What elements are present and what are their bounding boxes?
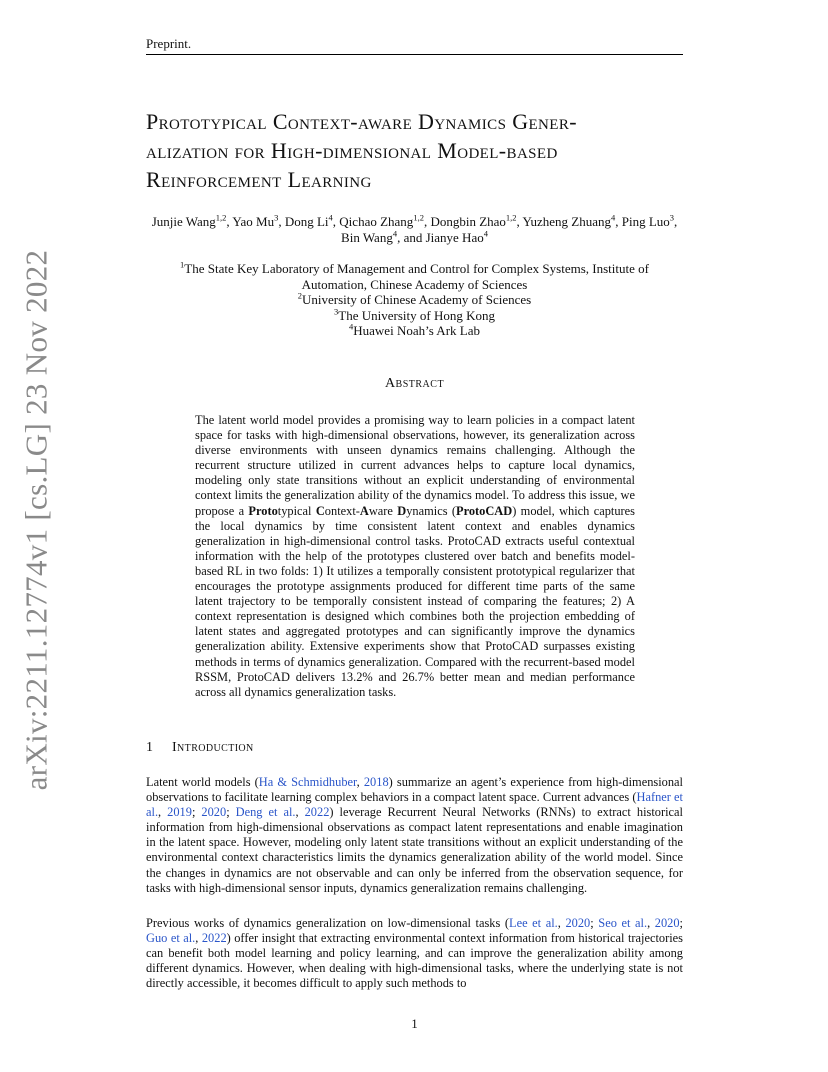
author-name: , Yuzheng Zhuang (516, 214, 611, 229)
body-run: ) leverage Recurrent Neural Networks (RNNs) to extract historical information from high-dimensional observations as compact latent representations and enable imagination in the latent space. However, modeling only latent state transitions without an explicit understanding of the environmental context characteristics limits the dynamics generalization ability of the world model. Since the changes in dynamics are not observable and can only be inferred from the observation sequence, for tasks with high-dimensional sensor inputs, dynamics generalization remains challenging. (146, 805, 683, 895)
author-affiliation-mark: 1,2 (413, 212, 424, 223)
abstract-run: ware (368, 503, 398, 518)
section-title: Introduction (172, 740, 254, 755)
citation-link[interactable]: Ha & Schmidhuber (258, 775, 357, 789)
title-line-2: alization for High-dimensional Model-based (146, 138, 558, 163)
author-name: , Bin Wang (341, 214, 678, 245)
arxiv-identifier: arXiv:2211.12774v1 [cs.LG] 23 Nov 2022 (18, 249, 53, 791)
author-name: , and Jianye Hao (397, 230, 484, 245)
body-run: ) offer insight that extracting environmental context information from historical trajectories can benefit both model learning and policy learning, and can improve the generalization ability among different dynamics. However, when dealing with high-dimensional tasks, where the underlying state is not directly accessible, it becomes difficult to apply such methods to (146, 931, 683, 991)
body-run: ; (191, 805, 202, 820)
body-run: Previous works of dynamics generalization on low-dimensional tasks ( (146, 916, 510, 930)
citation-link[interactable]: 2019 (167, 805, 192, 820)
author-affiliation-mark: 4 (392, 228, 398, 239)
abstract-run: ontext- (324, 503, 360, 518)
body-run: , (158, 805, 168, 820)
author-affiliation-mark: 3 (669, 212, 675, 223)
citation-link[interactable]: 2020 (654, 916, 680, 930)
intro-paragraph-1 (146, 775, 683, 896)
citation-link[interactable]: 2020 (565, 916, 591, 930)
author-affiliation-mark: 3 (274, 212, 279, 223)
citation-link[interactable]: 2018 (363, 775, 389, 789)
author-affiliation-mark: 4 (611, 212, 616, 223)
author-affiliation-mark: 4 (328, 212, 333, 223)
affiliation-mark: 2 (297, 290, 302, 301)
author-affiliation-mark: 1,2 (215, 212, 227, 223)
page-number: 1 (411, 1016, 418, 1031)
citation-link[interactable]: 2022 (201, 931, 227, 946)
author-name: Junjie Wang (151, 214, 216, 229)
abstract-run: The latent world model provides a promising way to learn policies in a compact latent space for tasks with high-dimensional observations, however, its generalization across diverse environments with unseen dynamics remains challenging. Although the recurrent structure utilized in current advances helps to capture local dynamics, modeling only state transitions without an explicit understanding of environmental context limits the generalization ability of the dynamics model. To address this issue, we propose a (195, 413, 635, 518)
author-affiliation-mark: 4 (483, 228, 488, 239)
affiliation-text: University of Chinese Academy of Sciences (302, 292, 532, 307)
section-heading-introduction (146, 740, 683, 756)
abstract-run: typical (277, 503, 316, 518)
affiliation-list (146, 261, 683, 339)
affiliation-3 (146, 308, 683, 324)
citation-link[interactable]: 2022 (304, 805, 330, 820)
citation-link[interactable]: Guo et al. (146, 931, 196, 946)
affiliation-1 (146, 261, 683, 277)
citation-link[interactable]: Deng et al. (235, 805, 296, 820)
affiliation-1-cont (146, 277, 683, 293)
author-name: , Qichao Zhang (332, 214, 414, 229)
author-name: , Ping Luo (615, 214, 670, 229)
affiliation-text: Huawei Noah’s Ark Lab (353, 323, 480, 338)
body-run: , (557, 916, 566, 930)
affiliation-mark: 3 (334, 306, 339, 317)
citation-link[interactable]: Hafner et al. (146, 790, 683, 820)
body-run: ; (226, 805, 236, 820)
abstract-bold-run: ProtoCAD (456, 503, 513, 518)
body-run: , (295, 805, 305, 820)
affiliation-2 (146, 292, 683, 308)
body-run: , (356, 775, 364, 789)
affiliation-mark: 4 (349, 321, 354, 332)
section-number: 1 (146, 740, 154, 755)
author-list (146, 214, 683, 246)
author-affiliation-mark: 1,2 (505, 212, 517, 223)
abstract-run: ynamics ( (406, 503, 456, 518)
body-run: ; (590, 916, 599, 930)
abstract-bold-run: A (359, 503, 369, 518)
preprint-label: Preprint. (146, 36, 192, 51)
abstract-run: ) model, which captures the local dynamics by time consistent latent context and enables dynamics generalization in high-dimensional control tasks. ProtoCAD extracts useful contextual information with the help of the prototypes clustered over batch and benefits model-based RL in two folds: 1) It utilizes a temporally consistent prototypical regularizer that encourages the prototype assignments produced for different time parts of the same latent trajectory to be temporally consistent instead of comparing the features; 2) A context representation is designed which combines both the projection embedding of latent states and aggregated prototypes and can significantly improve the dynamics generalization ability. Extensive experiments show that ProtoCAD surpasses existing methods in terms of dynamics generalization. Compared with the recurrent-based model RSSM, ProtoCAD delivers 13.2% and 26.7% better mean and median performance across all dynamics generalization tasks. (195, 503, 635, 699)
abstract-text (195, 413, 635, 700)
affiliation-text: Automation, Chinese Academy of Sciences (301, 276, 528, 292)
body-run: , (195, 931, 202, 946)
author-name: , Dongbin Zhao (423, 214, 506, 229)
citation-link[interactable]: 2020 (201, 805, 227, 820)
abstract-heading: Abstract (384, 376, 445, 391)
abstract-bold-run: C (315, 503, 325, 518)
affiliation-text: The University of Hong Kong (338, 307, 495, 323)
body-run: Latent world models ( (146, 775, 259, 789)
author-name: , Dong Li (278, 214, 329, 229)
citation-link[interactable]: Lee et al. (509, 916, 558, 930)
abstract-bold-run: D (397, 503, 407, 518)
author-name: , Yao Mu (226, 214, 275, 229)
affiliation-text: The State Key Laboratory of Management and Control for Complex Systems, Institute of (184, 261, 649, 276)
body-run: ) summarize an agent’s experience from high-dimensional observations to facilitate learning complex behaviors in a compact latent space. Current advances ( (146, 775, 683, 805)
title-line-1: Prototypical Context-aware Dynamics Gener- (146, 109, 577, 134)
abstract-bold-run: Proto (248, 503, 278, 518)
intro-paragraph-2 (146, 916, 683, 991)
paper-title (146, 107, 686, 194)
body-run: , (647, 916, 655, 930)
arxiv-side-stamp (8, 249, 64, 791)
affiliation-4 (146, 323, 683, 339)
running-header (146, 36, 683, 55)
title-line-3: Reinforcement Learning (146, 167, 372, 192)
body-run: ; (679, 916, 683, 930)
citation-link[interactable]: Seo et al. (598, 916, 648, 930)
affiliation-mark: 1 (180, 259, 185, 270)
